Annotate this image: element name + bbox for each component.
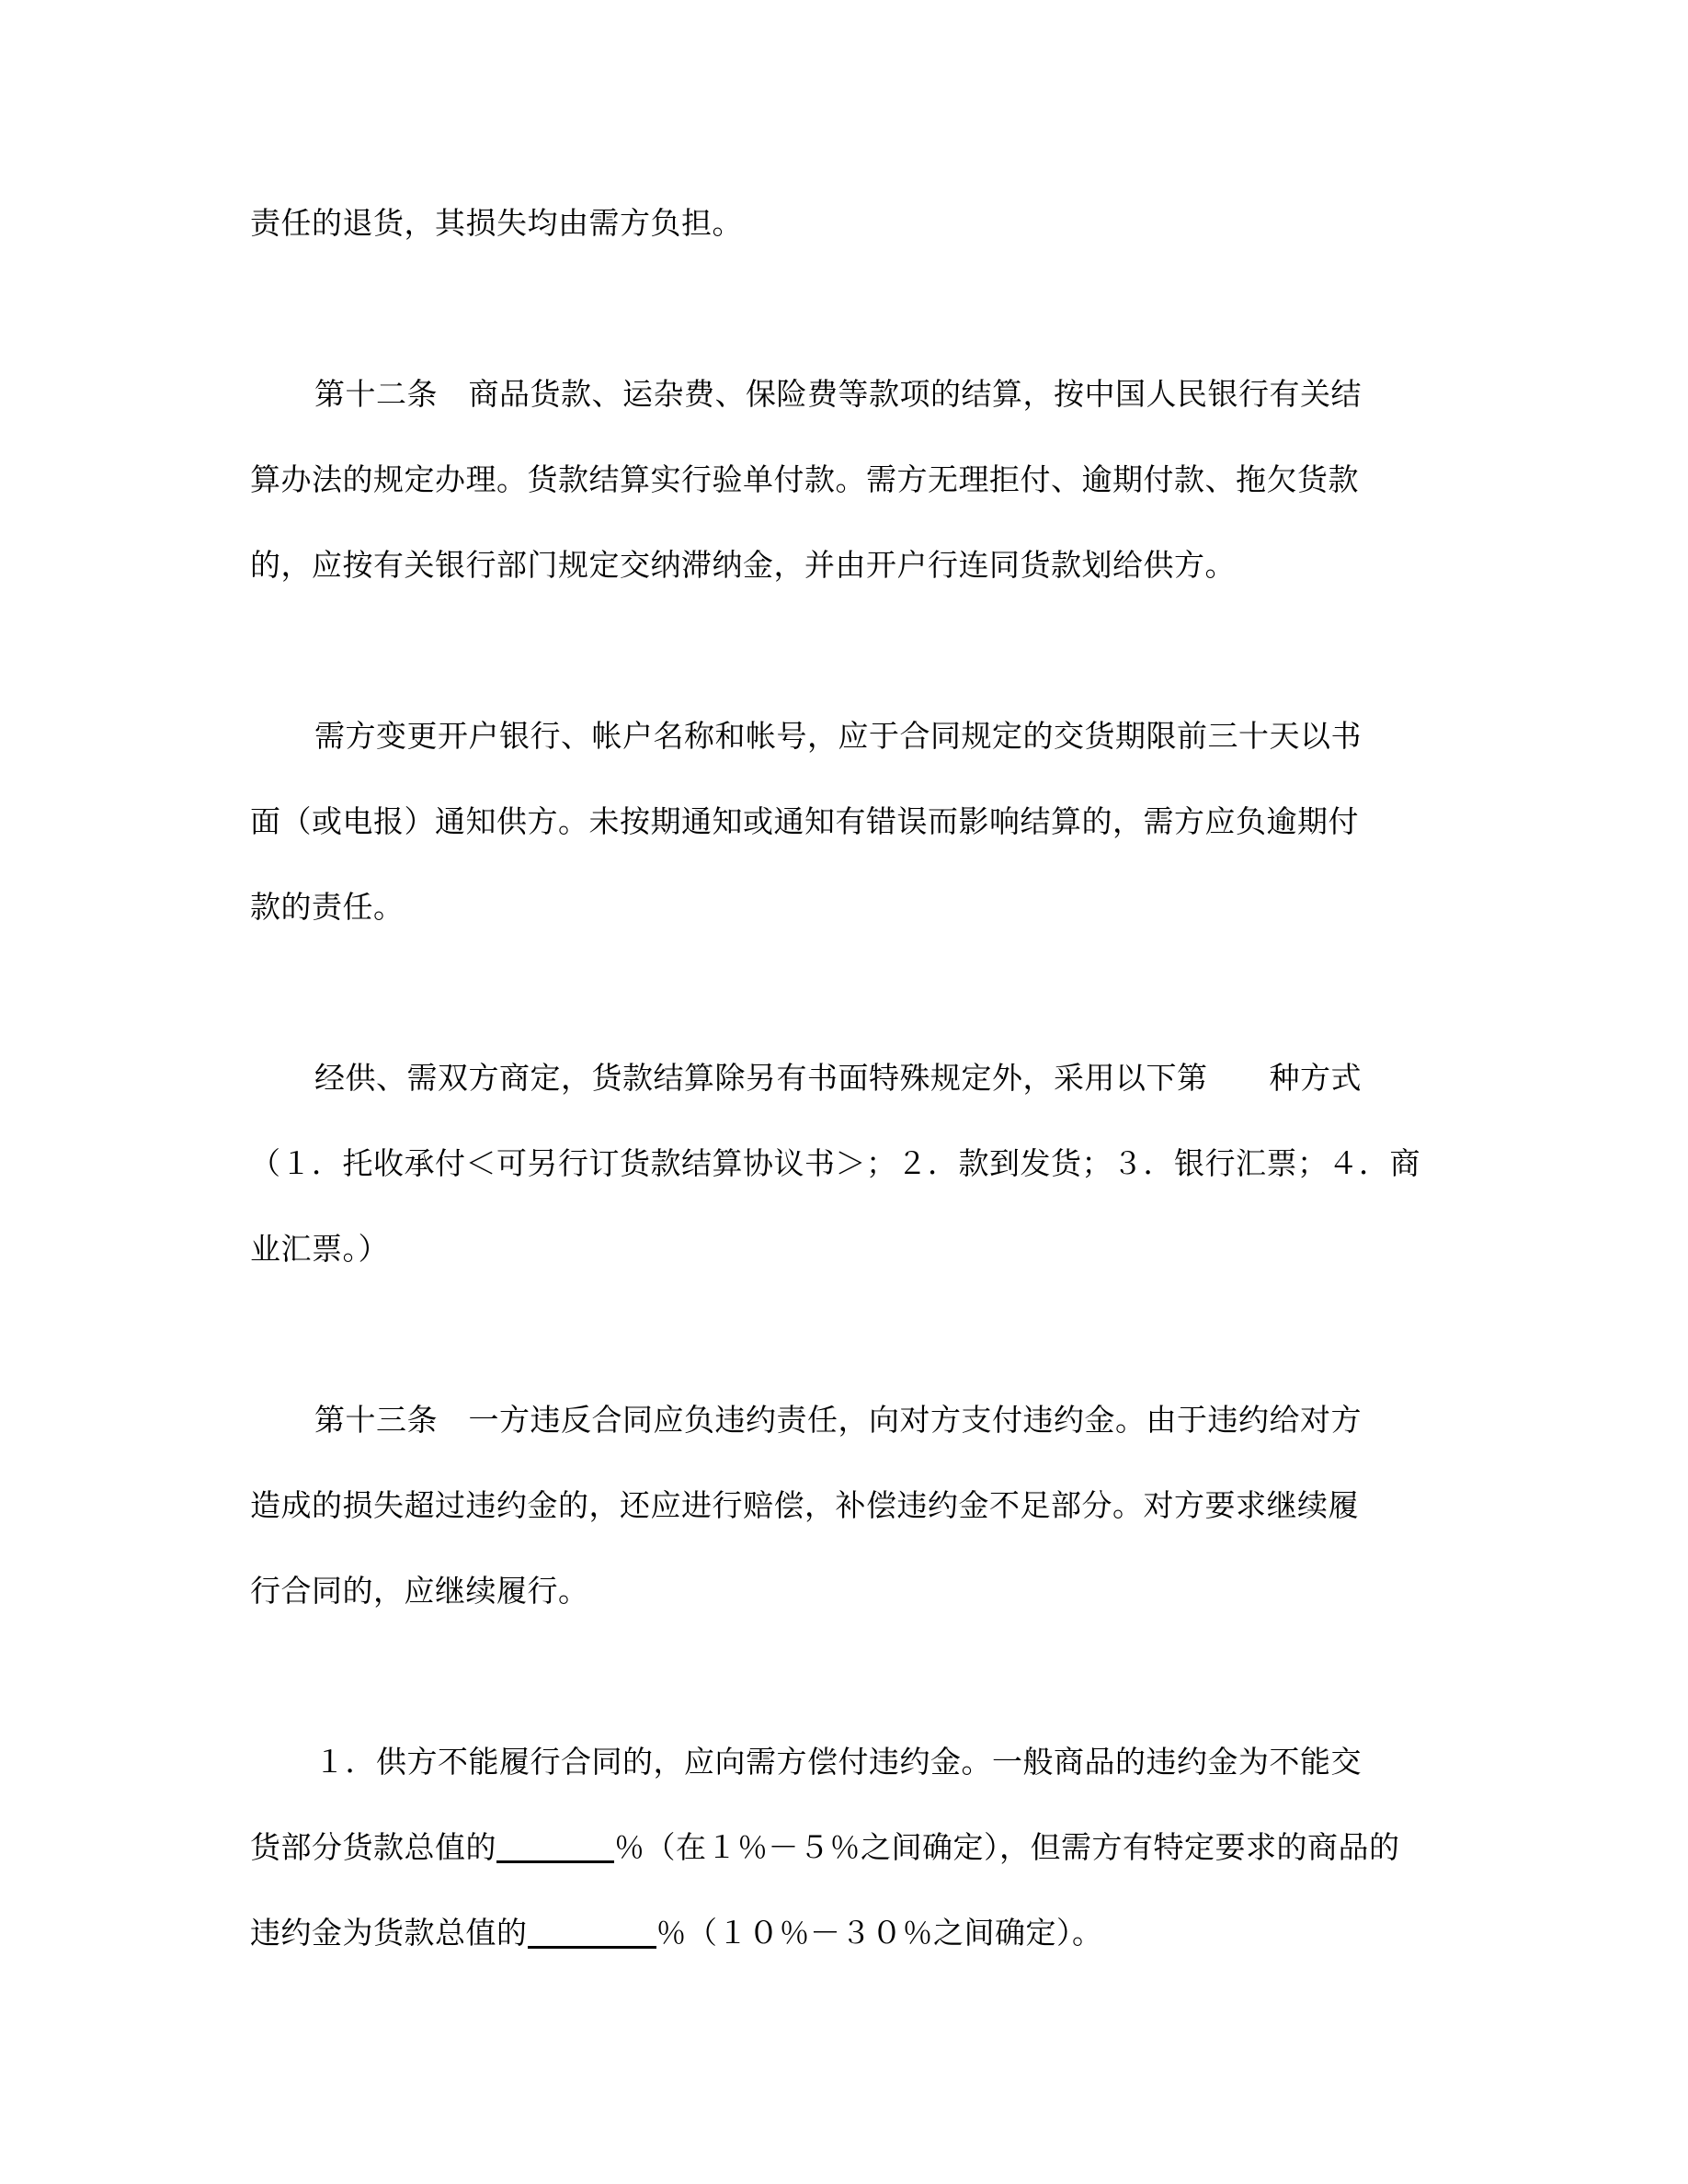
text-line (250, 864, 1482, 950)
fill-in-blank[interactable] (496, 1833, 614, 1863)
text-segment: ％（在１％－５％之间确定），但需方有特定要求的商品的 (614, 1829, 1400, 1865)
text-segment: （１．托收承付＜可另行订货款结算协议书＞；２．款到发货；３．银行汇票；４．商 (250, 1145, 1420, 1181)
text-segment: 第十二条 商品货款、运杂费、保险费等款项的结算，按中国人民银行有关结 (314, 376, 1362, 412)
text-line (250, 1206, 1482, 1291)
text-line (250, 180, 1482, 266)
text-segment: 货部分货款总值的 (250, 1829, 496, 1865)
paragraph (250, 351, 1482, 608)
text-segment: １．供方不能履行合同的，应向需方偿付违约金。一般商品的违约金为不能交 (314, 1744, 1362, 1780)
paragraph (250, 180, 1482, 266)
text-segment: 违约金为货款总值的 (250, 1915, 528, 1951)
paragraph (250, 693, 1482, 950)
text-line (250, 1462, 1482, 1548)
paragraph (250, 1035, 1482, 1291)
text-segment: 款的责任。 (250, 889, 405, 925)
fill-in-blank[interactable] (528, 1918, 656, 1949)
text-segment: 的，应按有关银行部门规定交纳滞纳金，并由开户行连同货款划给供方。 (250, 547, 1236, 583)
paragraph (250, 1377, 1482, 1633)
text-segment: 经供、需双方商定，货款结算除另有书面特殊规定外，采用以下第 种方式 (314, 1060, 1362, 1096)
text-line (250, 1548, 1482, 1633)
text-line (250, 351, 1482, 437)
text-segment: 业汇票。） (250, 1231, 389, 1267)
text-line (250, 1120, 1482, 1206)
text-line (250, 522, 1482, 608)
text-line (250, 1035, 1482, 1120)
document-body (250, 180, 1482, 1975)
text-segment: 需方变更开户银行、帐户名称和帐号，应于合同规定的交货期限前三十天以书 (314, 718, 1362, 754)
paragraph (250, 1719, 1482, 1975)
text-segment: 面（或电报）通知供方。未按期通知或通知有错误而影响结算的，需方应负逾期付 (250, 803, 1359, 839)
text-line (250, 693, 1482, 779)
text-segment: 造成的损失超过违约金的，还应进行赔偿，补偿违约金不足部分。对方要求继续履 (250, 1487, 1359, 1523)
text-line (250, 437, 1482, 522)
text-segment: 责任的退货，其损失均由需方负担。 (250, 205, 743, 241)
text-line (250, 1804, 1482, 1890)
text-line (250, 1719, 1482, 1804)
text-line (250, 779, 1482, 864)
text-line (250, 1377, 1482, 1462)
text-segment: 行合同的，应继续履行。 (250, 1573, 589, 1609)
text-segment: ％（１０％－３０％之间确定）。 (656, 1915, 1103, 1951)
text-line (250, 1890, 1482, 1975)
text-segment: 算办法的规定办理。货款结算实行验单付款。需方无理拒付、逾期付款、拖欠货款 (250, 461, 1359, 497)
text-segment: 第十三条 一方违反合同应负违约责任，向对方支付违约金。由于违约给对方 (314, 1402, 1362, 1438)
